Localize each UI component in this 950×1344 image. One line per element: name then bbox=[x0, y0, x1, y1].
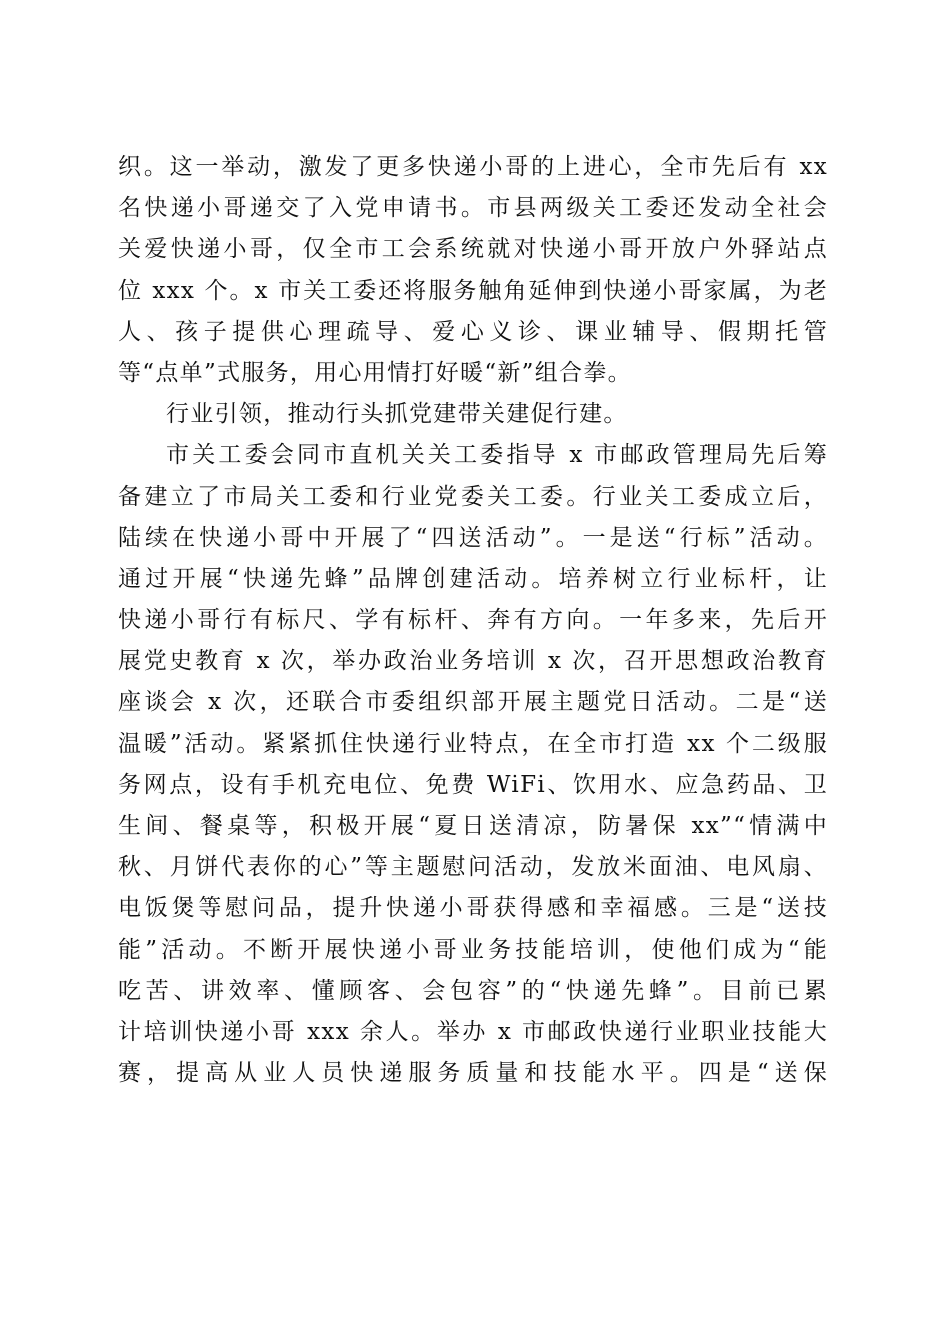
text-line: 座谈会 x 次，还联合市委组织部开展主题党日活动。二是“送 bbox=[118, 689, 828, 716]
text-line: 吃苦、讲效率、懂顾客、会包容”的“快递先蜂”。目前已累 bbox=[118, 977, 828, 1004]
text-line: 陆续在快递小哥中开展了“四送活动”。一是送“行标”活动。 bbox=[118, 524, 828, 551]
text-line: 织。这一举动，激发了更多快递小哥的上进心，全市先后有 xx bbox=[118, 154, 828, 180]
text-line: 人、孩子提供心理疏导、爱心义诊、课业辅导、假期托管 bbox=[118, 318, 828, 345]
text-line: 展党史教育 x 次，举办政治业务培训 x 次，召开思想政治教育 bbox=[118, 648, 828, 675]
text-line: 能”活动。不断开展快递小哥业务技能培训，使他们成为“能 bbox=[118, 936, 828, 963]
text-line: 生间、餐桌等，积极开展“夏日送清凉，防暑保 xx”“情满中 bbox=[118, 813, 828, 839]
text-line: 备建立了市局关工委和行业党委关工委。行业关工委成立后， bbox=[118, 483, 828, 510]
text-line: 秋、月饼代表你的心”等主题慰问活动，发放米面油、电风扇、 bbox=[118, 854, 828, 881]
text-line: 关爱快递小哥，仅全市工会系统就对快递小哥开放户外驿站点 bbox=[118, 236, 828, 263]
text-line: 名快递小哥递交了入党申请书。市县两级关工委还发动全社会 bbox=[118, 195, 828, 222]
text-line: 计培训快递小哥 xxx 余人。举办 x 市邮政快递行业职业技能大 bbox=[118, 1018, 828, 1045]
text-line: 电饭煲等慰问品，提升快递小哥获得感和幸福感。三是“送技 bbox=[118, 895, 828, 922]
text-line: 市关工委会同市直机关关工委指导 x 市邮政管理局先后筹 bbox=[166, 442, 828, 469]
document-body bbox=[118, 147, 828, 1094]
text-line: 务网点，设有手机充电位、免费 WiFi、饮用水、应急药品、卫 bbox=[118, 771, 828, 798]
text-line: 通过开展“快递先蜂”品牌创建活动。培养树立行业标杆，让 bbox=[118, 565, 828, 592]
section-heading: 行业引领，推动行头抓党建带关建促行建。 bbox=[166, 401, 628, 428]
text-line: 等“点单”式服务，用心用情打好暖“新”组合拳。 bbox=[118, 359, 632, 386]
text-line: 位 xxx 个。x 市关工委还将服务触角延伸到快递小哥家属，为老 bbox=[118, 277, 828, 304]
text-line: 快递小哥行有标尺、学有标杆、奔有方向。一年多来，先后开 bbox=[118, 607, 828, 634]
text-line: 赛，提高从业人员快递服务质量和技能水平。四是“送保 bbox=[118, 1060, 828, 1087]
text-line: 温暖”活动。紧紧抓住快递行业特点，在全市打造 xx 个二级服 bbox=[118, 730, 828, 757]
